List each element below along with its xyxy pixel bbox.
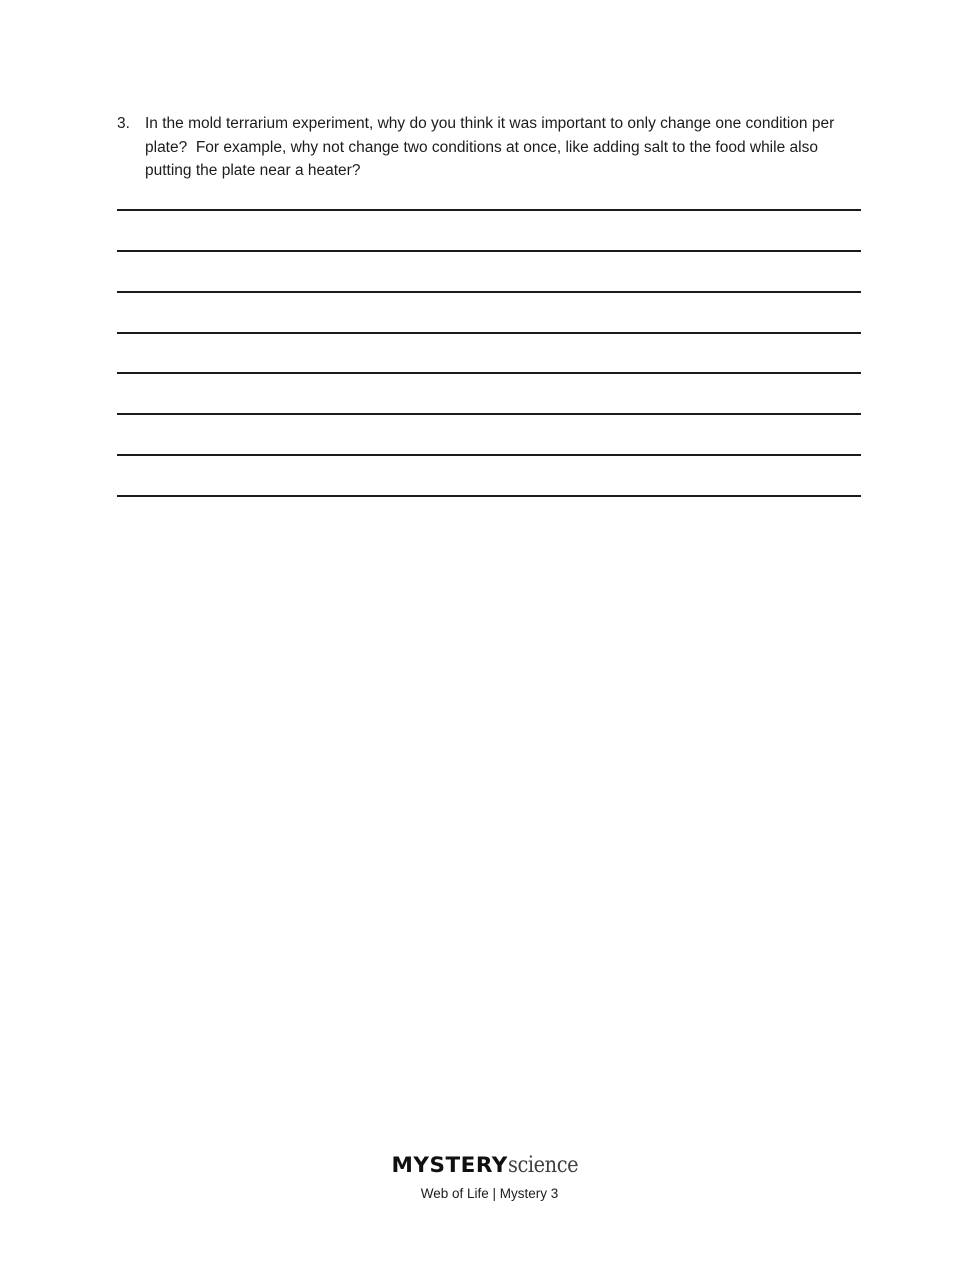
- brand-name-bold: MYSTERY: [391, 1153, 508, 1178]
- question-number: 3.: [117, 115, 130, 132]
- answer-line: [117, 334, 861, 375]
- question-text: In the mold terrarium experiment, why do you think it was important to only change one condition per plate? For example, why not change two conditions at once, like adding salt to the food while also putting the plate near a heater?: [145, 115, 839, 179]
- answer-line: [117, 252, 861, 293]
- footer-caption: Web of Life | Mystery 3: [420, 1186, 559, 1201]
- brand-name-light: science: [507, 1153, 578, 1178]
- answer-line: [117, 293, 861, 334]
- answer-line: [117, 170, 861, 211]
- answer-line: [117, 374, 861, 415]
- answer-lines: [117, 170, 861, 497]
- answer-line: [117, 456, 861, 497]
- answer-line: [117, 211, 861, 252]
- answer-line: [117, 415, 861, 456]
- brand-logo: [0, 1152, 979, 1182]
- footer: [0, 1152, 979, 1202]
